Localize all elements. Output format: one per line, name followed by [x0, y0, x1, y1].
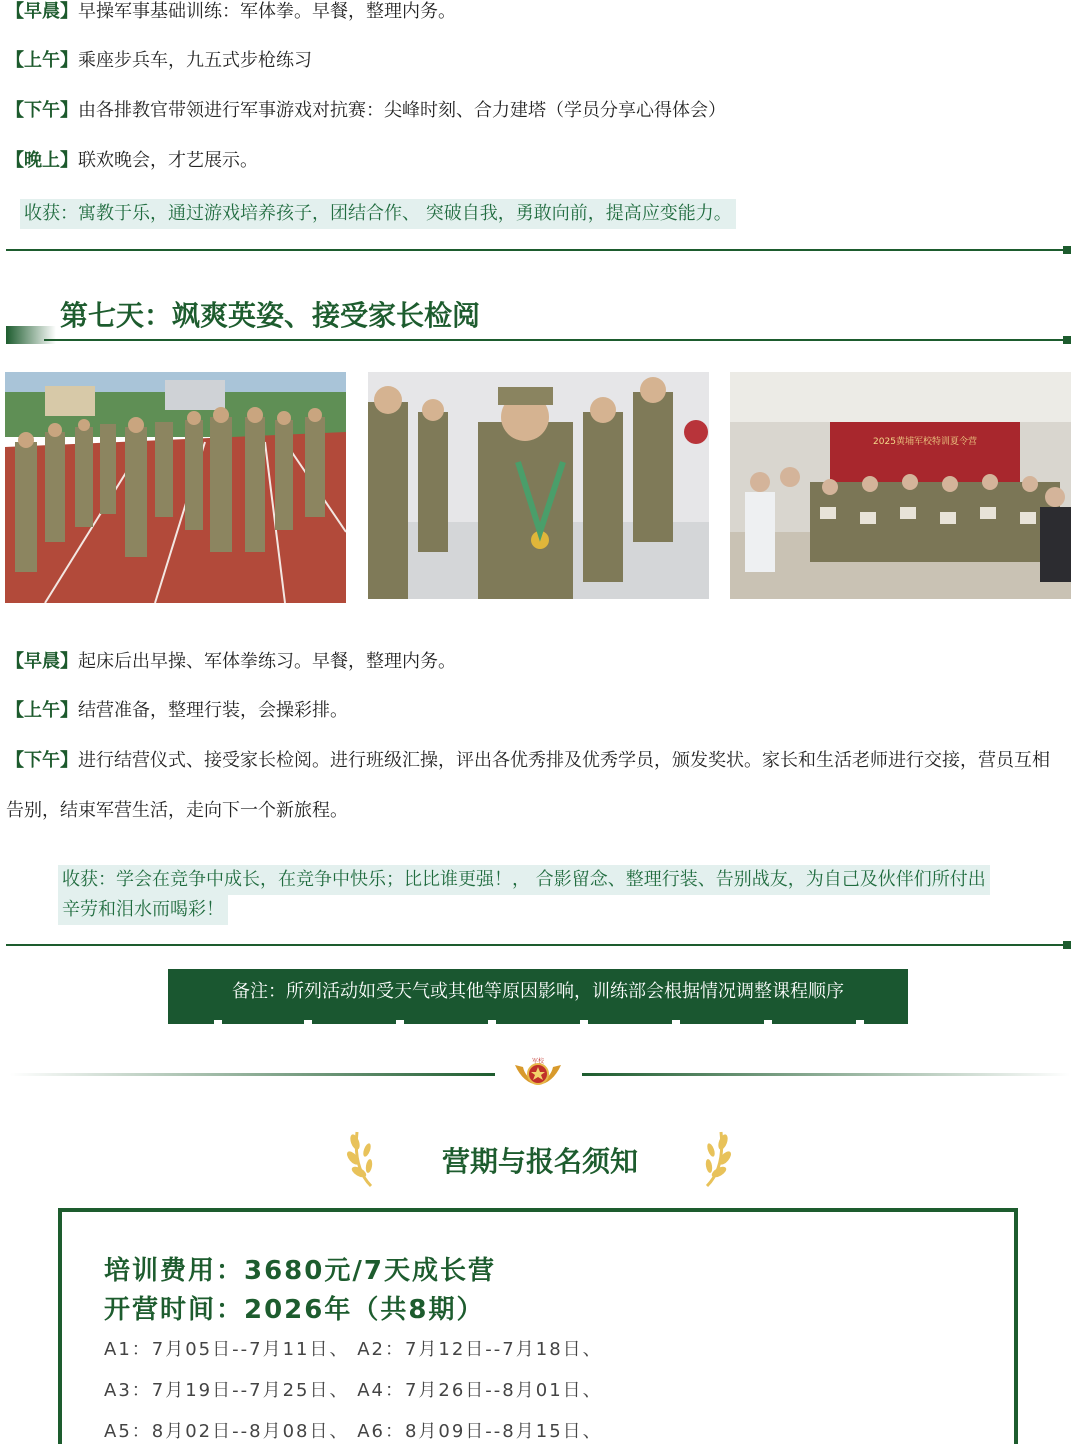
note-text: 备注：所列活动如受天气或其他等原因影响，训练部会根据情况调整课程顺序 — [232, 981, 844, 1002]
divider — [6, 944, 1066, 946]
forenoon-tag: 【上午】 — [6, 700, 78, 721]
afternoon-tag: 【下午】 — [6, 750, 78, 771]
day7-title: 第七天：飒爽英姿、接受家长检阅 — [60, 299, 481, 332]
day6-afternoon — [6, 99, 726, 123]
open-time: 开营时间：2026年（共8期） — [104, 1295, 485, 1325]
photo-marching-track — [5, 372, 346, 603]
forenoon-text: 结营准备，整理行装，会操彩排。 — [78, 700, 348, 721]
laurel-right-icon — [693, 1128, 733, 1188]
evening-tag: 【晚上】 — [6, 150, 78, 171]
period-row: A1：7月05日--7月11日、 A2：7月12日--7月18日、 — [104, 1339, 603, 1360]
day6-evening — [6, 149, 258, 173]
day6-morning — [6, 0, 456, 24]
photo-group-photo — [730, 372, 1071, 599]
afternoon-tag: 【下午】 — [6, 100, 78, 121]
divider — [6, 249, 1066, 251]
divider-end — [1063, 246, 1071, 254]
day6-harvest: 收获：寓教于乐，通过游戏培养孩子，团结合作、 突破自我，勇敢向前，提高应变能力。 — [20, 199, 736, 229]
morning-text: 起床后出早操、军体拳练习。早餐，整理内务。 — [78, 651, 456, 672]
enrollment-info-box — [58, 1208, 1018, 1444]
evening-text: 联欢晚会，才艺展示。 — [78, 150, 258, 171]
note-box — [168, 969, 908, 1024]
day7-morning — [6, 650, 456, 674]
day7-afternoon — [6, 749, 1050, 773]
day7-afternoon-cont: 告别，结束军营生活，走向下一个新旅程。 — [6, 800, 348, 821]
banner-text: 2025黄埔军校特训夏令营 — [873, 437, 977, 447]
emblem-line-left — [10, 1073, 495, 1076]
morning-tag: 【早晨】 — [6, 1, 78, 22]
army-emblem-icon — [513, 1055, 563, 1089]
forenoon-text: 乘座步兵车，九五式步枪练习 — [78, 50, 312, 71]
divider-end — [1063, 941, 1071, 949]
period-row: A3：7月19日--7月25日、 A4：7月26日--8月01日、 — [104, 1380, 603, 1401]
emblem-text: 军校 — [531, 1058, 545, 1065]
afternoon-text: 进行结营仪式、接受家长检阅。进行班级汇操，评出各优秀排及优秀学员，颁发奖状。家长和生活老师进行交接，营员互相 — [78, 750, 1050, 771]
laurel-left-icon — [345, 1128, 385, 1188]
period-row: A5：8月02日--8月08日、 A6：8月09日--8月15日、 — [104, 1421, 603, 1442]
day6-forenoon — [6, 49, 312, 73]
forenoon-tag: 【上午】 — [6, 50, 78, 71]
day7-forenoon — [6, 699, 348, 723]
title-underline — [44, 339, 1066, 341]
day7-harvest-line1: 收获：学会在竞争中成长，在竞争中快乐；比比谁更强！， 合影留念、整理行装、告别战友，为自己及伙伴们所付出 — [58, 865, 990, 895]
title-underline-end — [1063, 336, 1071, 344]
afternoon-text: 由各排教官带领进行军事游戏对抗赛：尖峰时刻、合力建塔（学员分享心得体会） — [78, 100, 726, 121]
morning-text: 早操军事基础训练：军体拳。早餐，整理内务。 — [78, 1, 456, 22]
training-fee: 培训费用：3680元/7天成长营 — [104, 1256, 496, 1286]
title-accent-bar — [6, 326, 56, 344]
photo-medal-ceremony — [368, 372, 709, 599]
section-title: 营期与报名须知 — [441, 1145, 638, 1178]
morning-tag: 【早晨】 — [6, 651, 78, 672]
day7-harvest-line2: 辛劳和泪水而喝彩！ — [58, 895, 228, 925]
emblem-line-right — [582, 1073, 1070, 1076]
note-dots — [168, 1020, 908, 1024]
